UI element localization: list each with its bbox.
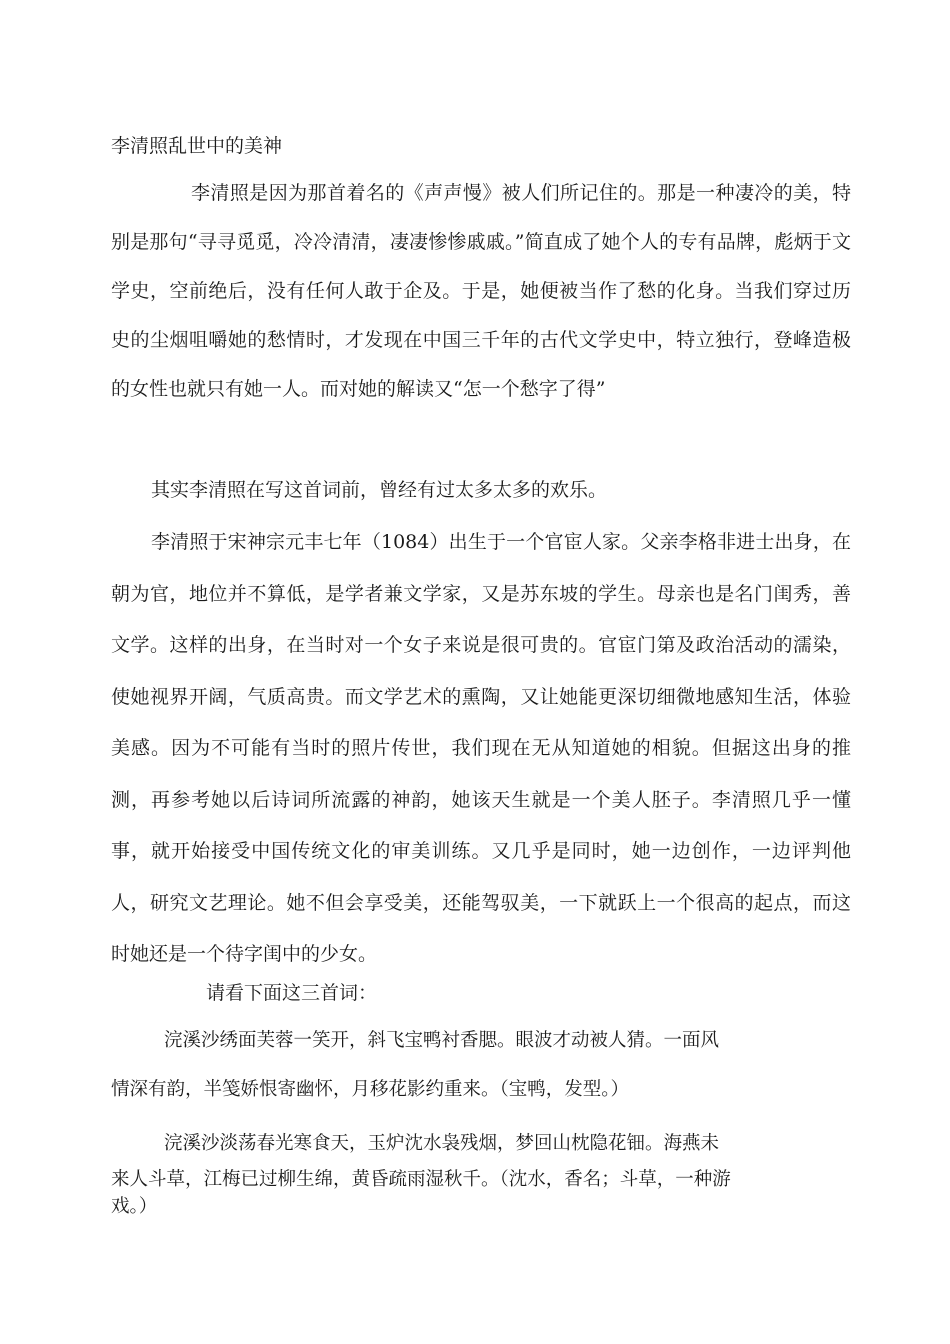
paragraph-biography: 李清照于宋神宗元丰七年（1084）出生于一个官宦人家。父亲李格非进士出身，在朝为官，地位并不算低，是学者兼文学家，又是苏东坡的学生。母亲也是名门闺秀，善文学。这样的出身，在当时对一个女子来说是很可贵的。官宦门第及政治活动的濡染，使她视界开阔，气质高贵。而文学艺术的熏陶，又让她能更深切细微地感知生活，体验美感。因为不可能有当时的照片传世，我们现在无从知道她的相貌。但据这出身的推测，再参考她以后诗词所流露的神韵，她该天生就是一个美人胚子。李清照几乎一懂事，就开始接受中国传统文化的审美训练。又几乎是同时，她一边创作，一边评判他人，研究文艺理论。她不但会享受美，还能驾驭美，一下就跃上一个很高的起点，而这时她还是一个待字闺中的少女。	[111, 531, 851, 965]
poem-1	[111, 1025, 791, 1106]
poem-2	[111, 1128, 791, 1218]
paragraph-happiness: 其实李清照在写这首词前，曾经有过太多太多的欢乐。	[151, 479, 608, 501]
poem-1-line-1: 浣溪沙绣面芙蓉一笑开，斜飞宝鸭衬香腮。眼波才动被人猜。一面风	[164, 1030, 720, 1051]
document-title: 李清照乱世中的美神	[111, 135, 283, 157]
paragraph-sheng-sheng-man: 李清照是因为那首着名的《声声慢》被人们所记住的。那是一种凄冷的美，特别是那句“寻寻觅觅，冷冷清清，凄凄惨惨戚戚。”简直成了她个人的专有品牌，彪炳于文学史，空前绝后，没有任何人敢于企及。于是，她便被当作了愁的化身。当我们穿过历史的尘烟咀嚼她的愁情时，才发现在中国三千年的古代文学史中，特立独行，登峰造极的女性也就只有她一人。而对她的解读又“怎一个愁字了得”	[111, 182, 851, 400]
poem-1-line-2: 情深有韵，半笺娇恨寄幽怀，月移花影约重来。（宝鸭，发型。）	[111, 1079, 630, 1100]
poems-intro: 请看下面这三首词：	[206, 982, 378, 1004]
poem-2-line-2: 来人斗草，江梅已过柳生绵，黄昏疏雨湿秋千。（沈水，香名；斗草，一种游	[111, 1169, 731, 1190]
poem-2-line-3: 戏。）	[111, 1196, 158, 1217]
poem-2-line-1: 浣溪沙淡荡春光寒食天，玉炉沈水袅残烟，梦回山枕隐花钿。海燕未	[164, 1133, 720, 1154]
